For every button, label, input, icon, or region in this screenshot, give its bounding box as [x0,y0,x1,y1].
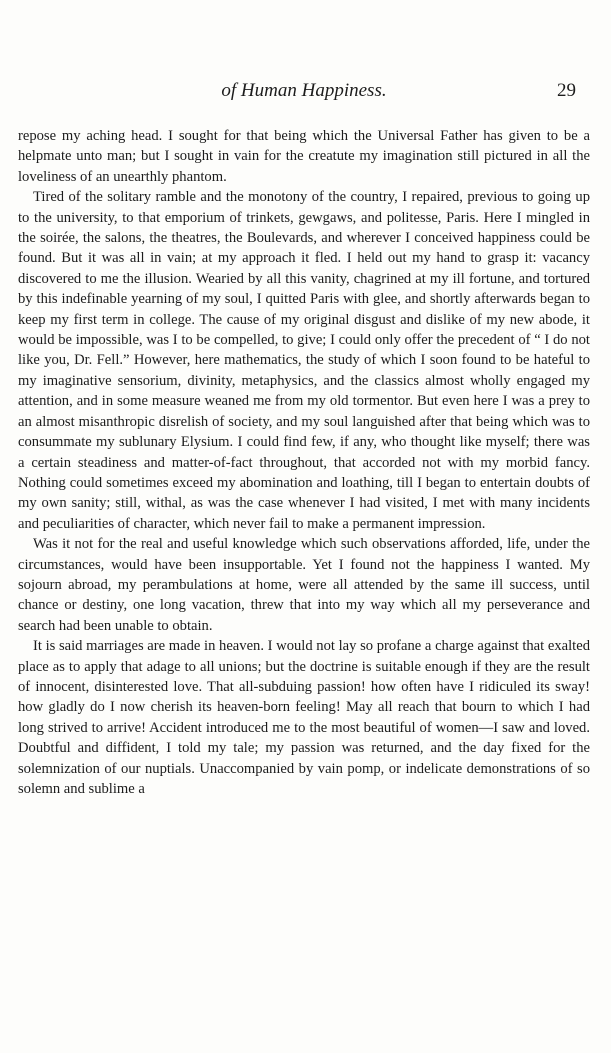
body-text [18,126,590,799]
page-header [18,80,590,108]
paragraph-3: Was it not for the real and useful knowledge which such observations afforded, life, under the circumstances, would have been insupportable. Yet I found not the happiness I wanted. My sojourn abroad, my perambulations at home, were all attended by the same ill success, until chance or destiny, one long vacation, threw that into my way which all my perseverance and search had been unable to obtain. [18,536,590,634]
paragraph-2: Tired of the solitary ramble and the monotony of the country, I repaired, previous to going up to the university, to that emporium of trinkets, gewgaws, and politesse, Paris. Here I mingled in the soirée, the salons, the theatres, the Boulevards, and wherever I conceived happiness could be found. But it was all in vain; at my approach it fled. I held out my hand to grasp it: vacancy discovered to me the illusion. Wearied by all this vanity, chagrined at my ill fortune, and tortured by this indefinable yearning of my soul, I quitted Paris with glee, and shortly afterwards began to keep my first term in college. The cause of my original disgust and dislike of my new abode, it would be impossible, was I to be compelled, to give; I could only offer the precedent of “ I do not like you, Dr. Fell.” However, here mathematics, the study of which I soon found to be hateful to my imaginative sensorium, divinity, metaphysics, and the classics almost wholly engaged my attention, and in some measure weaned me from my old tormentor. But even here I was a prey to an almost misanthropic disrelish of society, and my soul languished after that being which was to consummate my sublunary Elysium. I could find few, if any, who thought like myself; there was a certain steadiness and matter-of-fact throughout, that accorded not with my morbid fancy. Nothing could sometimes exceed my abomination and loathing, till I began to entertain doubts of my own sanity; still, withal, as was the case whenever I had visited, I met with many incidents and peculiarities of character, which never fail to make a permanent impression. [18,189,590,532]
paragraph-1: repose my aching head. I sought for that being which the Universal Father has given to be a helpmate unto man; but I sought in vain for the creatute my imagination still pictured in all the loveliness of an unearthly phantom. [18,128,590,185]
running-title: of Human Happiness. [221,80,387,101]
page-number: 29 [557,80,576,101]
paragraph-4: It is said marriages are made in heaven. I would not lay so profane a charge against that exalted place as to apply that adage to all unions; but the doctrine is suitable enough if they are the result of innocent, disinterested love. That all-subduing passion! how often have I ridiculed its sway! how gladly do I now cherish its heaven-born feeling! May all reach that bourn to which I had long strived to arrive! Accident introduced me to the most beautiful of women—I saw and loved. Doubtful and diffident, I told my tale; my passion was returned, and the day fixed for the solemnization of our nuptials. Unaccompanied by vain pomp, or indelicate demonstrations of so solemn and sublime a [18,638,590,797]
